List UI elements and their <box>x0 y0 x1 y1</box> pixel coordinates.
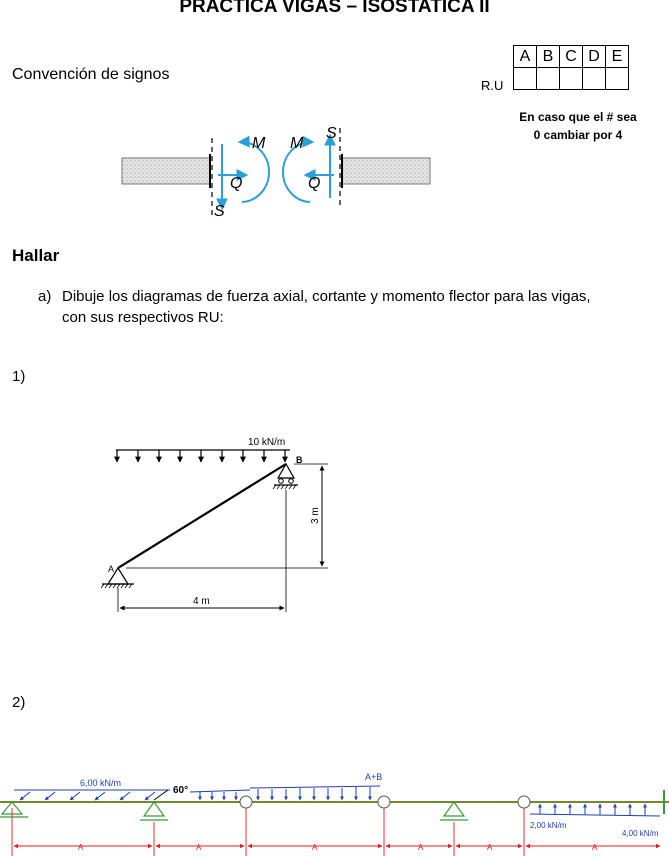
ru-header-row <box>514 46 629 68</box>
ru-note-line1: En caso que el # sea <box>519 110 637 124</box>
p1-load-arrows <box>117 450 285 462</box>
ru-row-label: R.U <box>481 78 504 93</box>
ru-cell-c[interactable] <box>560 68 583 90</box>
sign-convention-figure <box>110 120 450 230</box>
ru-cell-e[interactable] <box>606 68 629 90</box>
p2-dim-label-6: A <box>592 843 598 852</box>
right-q-label: Q <box>308 175 321 192</box>
instruction-item <box>38 286 638 328</box>
p1-span-label: 4 m <box>193 596 210 607</box>
p2-hinge-3 <box>518 796 530 808</box>
ru-cell-a[interactable] <box>514 68 537 90</box>
ru-note <box>498 108 658 144</box>
ru-cell-d[interactable] <box>583 68 606 90</box>
left-q-label: Q <box>230 175 243 192</box>
p2-angle-label: 60° <box>173 785 189 796</box>
p1-support-b <box>278 464 294 478</box>
instruction-line1: Dibuje los diagramas de fuerza axial, cortante y momento flector para las vigas, <box>62 288 591 305</box>
p2-dim-label-2: A <box>196 843 202 852</box>
right-s-label: S <box>326 125 337 142</box>
problem2-figure <box>0 762 669 856</box>
p2-support-left-fixed <box>0 802 28 817</box>
p2-support-pin-2 <box>440 802 468 820</box>
p2-dim-label-5: A <box>487 843 493 852</box>
ru-col-e: E <box>606 46 629 68</box>
p1-load-label: 10 kN/m <box>248 437 286 448</box>
p2-dim-label-1: A <box>78 843 84 852</box>
ru-col-b: B <box>537 46 560 68</box>
ru-cell-b[interactable] <box>537 68 560 90</box>
ru-note-line2: 0 cambiar por 4 <box>533 128 623 142</box>
p2-load-mid-arrows <box>200 787 370 800</box>
p2-load-left-arrows <box>20 792 155 800</box>
p1-label-b: B <box>296 455 303 465</box>
p2-support-pin-1 <box>140 802 168 820</box>
p2-load-right1-label: 2,00 kN/m <box>530 821 567 830</box>
problem2-number: 2) <box>12 694 26 711</box>
p2-load-left-label: 6,00 kN/m <box>80 778 122 788</box>
right-m-label: M <box>290 135 304 152</box>
left-s-label: S <box>214 203 225 220</box>
ru-value-row <box>514 68 629 90</box>
problem1-figure <box>90 430 350 620</box>
ru-col-c: C <box>560 46 583 68</box>
instruction-line2: con sus respectivos RU: <box>62 309 224 326</box>
page-title: PRACTICA VIGAS – ISOSTATICA II <box>179 0 490 17</box>
p2-hinge-1 <box>240 796 252 808</box>
p2-dimension-lines <box>12 808 660 856</box>
ru-col-d: D <box>583 46 606 68</box>
ru-table <box>513 45 629 90</box>
sign-convention-heading: Convención de signos <box>12 66 170 83</box>
ru-col-a: A <box>514 46 537 68</box>
instruction-label: a) <box>38 288 52 305</box>
p1-inclined-beam <box>118 464 286 568</box>
p1-label-a: A <box>108 564 115 574</box>
left-beam-segment <box>122 158 210 184</box>
left-m-label: M <box>252 135 266 152</box>
p2-dim-label-3: A <box>312 843 318 852</box>
p2-dim-label-4: A <box>418 843 424 852</box>
right-beam-segment <box>342 158 430 184</box>
p2-load-mid-label: A+B <box>365 772 383 782</box>
p2-load-right-line <box>530 814 660 816</box>
p2-hinge-2 <box>378 796 390 808</box>
p1-height-label: 3 m <box>310 507 321 524</box>
section-heading: Hallar <box>12 246 60 265</box>
p2-load-mid-line <box>250 786 380 788</box>
p2-load-right2-label: 4,00 kN/m <box>622 829 659 838</box>
problem1-number: 1) <box>12 368 26 385</box>
